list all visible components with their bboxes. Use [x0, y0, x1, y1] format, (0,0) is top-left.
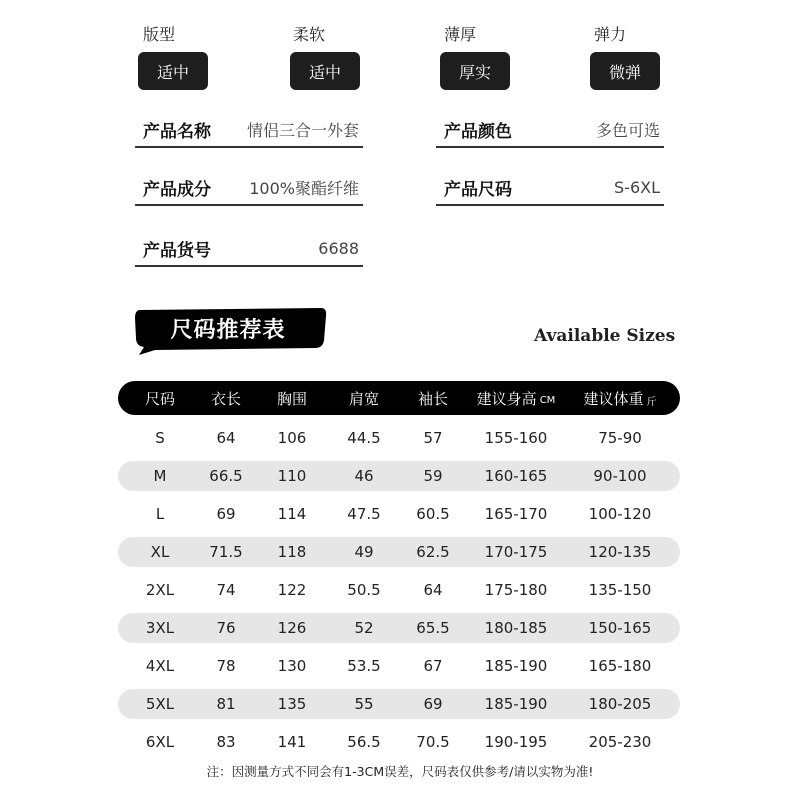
available-sizes-subtitle: Available Sizes	[534, 326, 676, 346]
cell-chest: 122	[277, 581, 307, 599]
cell-weight: 100-120	[588, 505, 652, 523]
cell-size: XL	[150, 543, 170, 561]
cell-weight: 165-180	[588, 657, 652, 675]
cell-length: 69	[216, 505, 236, 523]
size-table-row	[118, 727, 680, 757]
cell-sleeve: 65.5	[416, 619, 450, 637]
info-key: 产品名称	[143, 121, 211, 142]
info-value: 情侣三合一外套	[246, 120, 359, 140]
cell-sleeve: 57	[423, 429, 443, 447]
cell-chest: 106	[277, 429, 307, 447]
info-key: 产品颜色	[444, 121, 512, 142]
cell-size: M	[153, 467, 167, 485]
info-key: 产品尺码	[444, 179, 512, 200]
cell-chest: 114	[277, 505, 307, 523]
cell-chest: 141	[277, 733, 307, 751]
cell-size: 4XL	[145, 657, 175, 675]
cell-shoulder: 56.5	[347, 733, 381, 751]
cell-sleeve: 67	[423, 657, 443, 675]
cell-size: 2XL	[145, 581, 175, 599]
cell-length: 74	[216, 581, 236, 599]
cell-length: 76	[216, 619, 236, 637]
header-weight: 建议体重 斤	[583, 389, 657, 408]
cell-size: 5XL	[145, 695, 175, 713]
cell-length: 78	[216, 657, 236, 675]
info-row-product-color	[436, 112, 664, 148]
info-value: 多色可选	[595, 120, 660, 140]
cell-length: 81	[216, 695, 236, 713]
header-size: 尺码	[144, 389, 176, 408]
cell-sleeve: 59	[423, 467, 443, 485]
cell-weight: 120-135	[588, 543, 652, 561]
size-table-row	[118, 423, 680, 453]
header-length: 衣长	[210, 389, 242, 408]
cell-weight: 150-165	[588, 619, 652, 637]
cell-height: 180-185	[484, 619, 548, 637]
attribute-label: 弹力	[594, 25, 627, 44]
cell-weight: 205-230	[588, 733, 652, 751]
cell-height: 185-190	[484, 695, 548, 713]
cell-length: 64	[216, 429, 236, 447]
cell-height: 160-165	[484, 467, 548, 485]
cell-shoulder: 46	[354, 467, 374, 485]
cell-shoulder: 49	[354, 543, 374, 561]
info-value: 6688	[318, 238, 359, 258]
cell-shoulder: 47.5	[347, 505, 381, 523]
header-chest: 胸围	[276, 389, 308, 408]
size-chart-banner	[133, 306, 329, 356]
info-value: S-6XL	[614, 177, 660, 197]
cell-height: 190-195	[484, 733, 548, 751]
cell-chest: 135	[277, 695, 307, 713]
cell-shoulder: 55	[354, 695, 374, 713]
header-height: 建议身高 CM	[476, 389, 556, 408]
size-table-row	[118, 461, 680, 491]
cell-sleeve: 69	[423, 695, 443, 713]
info-row-product-name	[135, 112, 363, 148]
cell-weight: 180-205	[588, 695, 652, 713]
header-shoulder: 肩宽	[348, 389, 380, 408]
cell-size: L	[155, 505, 165, 523]
size-table-row	[118, 689, 680, 719]
cell-length: 71.5	[209, 543, 243, 561]
attribute-label: 薄厚	[444, 25, 477, 44]
cell-chest: 110	[277, 467, 307, 485]
cell-sleeve: 70.5	[416, 733, 450, 751]
cell-chest: 126	[277, 619, 307, 637]
size-chart-title: 尺码推荐表	[170, 317, 286, 343]
attribute-value-pill: 适中	[138, 52, 208, 90]
cell-height: 170-175	[484, 543, 548, 561]
header-sleeve: 袖长	[417, 389, 449, 408]
cell-height: 185-190	[484, 657, 548, 675]
cell-weight: 75-90	[598, 429, 642, 447]
cell-size: S	[155, 429, 165, 447]
cell-sleeve: 64	[423, 581, 443, 599]
attribute-label: 版型	[143, 25, 176, 44]
size-table-row	[118, 537, 680, 567]
cell-length: 83	[216, 733, 236, 751]
cell-length: 66.5	[209, 467, 243, 485]
cell-height: 175-180	[484, 581, 548, 599]
info-value: 100%聚酯纤维	[249, 178, 359, 198]
cell-sleeve: 62.5	[416, 543, 450, 561]
cell-height: 155-160	[484, 429, 548, 447]
attribute-label: 柔软	[293, 25, 326, 44]
cell-shoulder: 53.5	[347, 657, 381, 675]
size-table-row	[118, 499, 680, 529]
footnote: 注：因测量方式不同会有1-3CM误差，尺码表仅供参考/请以实物为准!	[206, 764, 594, 779]
cell-weight: 90-100	[593, 467, 647, 485]
cell-shoulder: 50.5	[347, 581, 381, 599]
cell-weight: 135-150	[588, 581, 652, 599]
attribute-value-pill: 适中	[290, 52, 360, 90]
cell-shoulder: 52	[354, 619, 374, 637]
cell-chest: 118	[277, 543, 307, 561]
attribute-value-pill: 厚实	[440, 52, 510, 90]
info-key: 产品货号	[143, 240, 211, 261]
size-table-row	[118, 651, 680, 681]
cell-shoulder: 44.5	[347, 429, 381, 447]
size-table-row	[118, 575, 680, 605]
cell-size: 6XL	[145, 733, 175, 751]
info-row-product-material	[135, 170, 363, 206]
cell-height: 165-170	[484, 505, 548, 523]
cell-chest: 130	[277, 657, 307, 675]
info-row-product-sku	[135, 231, 363, 267]
info-key: 产品成分	[143, 179, 211, 200]
attribute-value-pill: 微弹	[590, 52, 660, 90]
size-table-row	[118, 613, 680, 643]
info-row-product-size	[436, 170, 664, 206]
cell-size: 3XL	[145, 619, 175, 637]
cell-sleeve: 60.5	[416, 505, 450, 523]
size-table-header	[118, 381, 680, 415]
